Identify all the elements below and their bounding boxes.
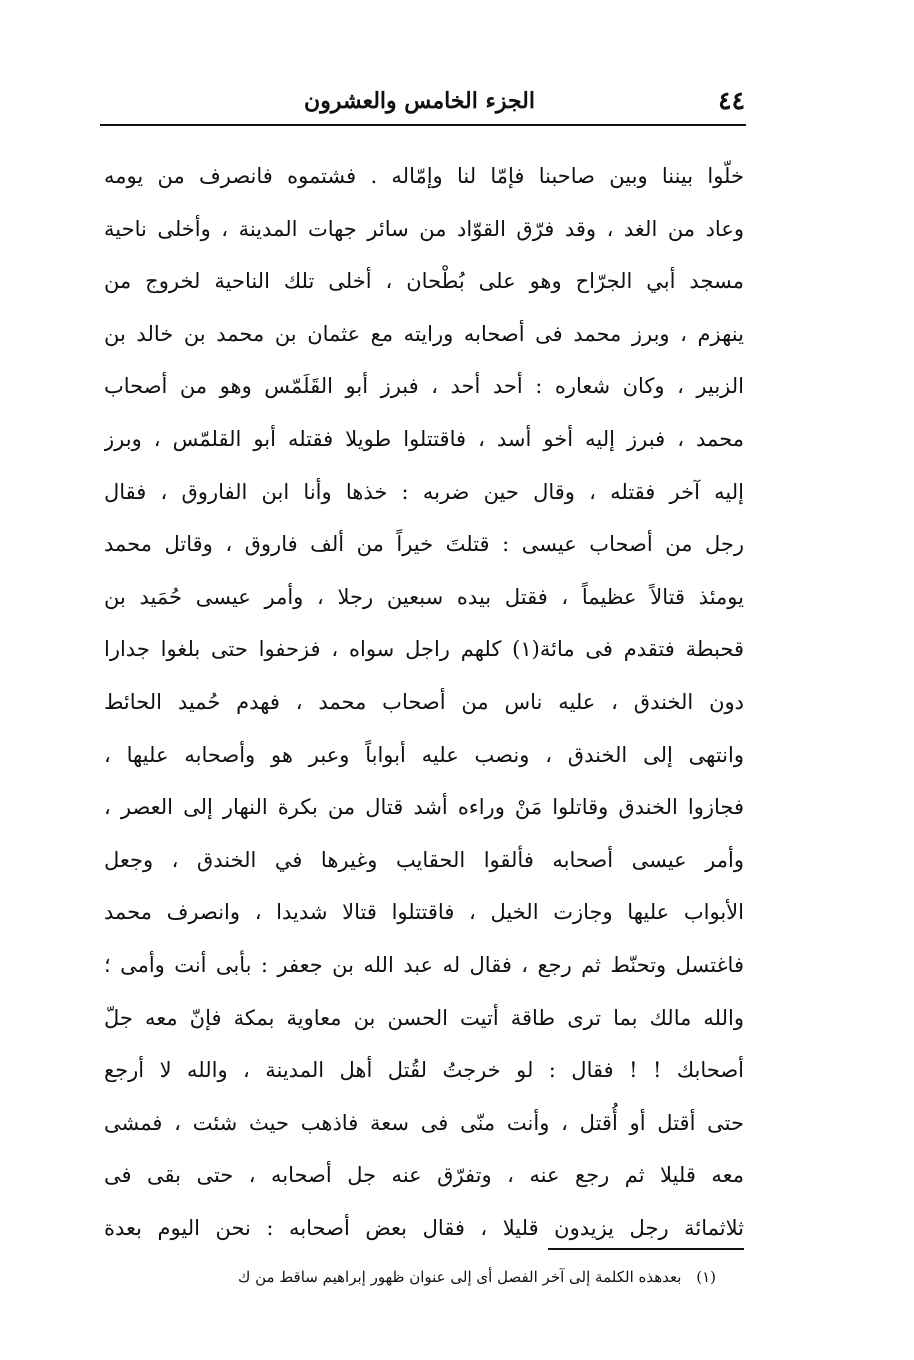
header-rule	[100, 124, 746, 126]
footnote-rule	[548, 1248, 744, 1250]
text-line: وانتهى إلى الخندق ، ونصب عليه أبواباً وعبر هو وأصحابه عليها ،	[104, 742, 744, 767]
text-line: ينهزم ، وبرز محمد فى أصحابه ورايته مع عثمان بن محمد بن خالد بن	[104, 321, 744, 346]
text-line: إليه آخر فقتله ، وقال حين ضربه : خذها وأنا ابن الفاروق ، فقال	[104, 479, 744, 504]
text-line: حتى أقتل أو أُقتل ، وأنت منّى فى سعة فاذهب حيث شئت ، فمشى	[104, 1110, 744, 1135]
text-line: ثلاثمائة رجل يزيدون قليلا ، فقال بعض أصحابه : نحن اليوم بعدة	[104, 1215, 744, 1240]
text-line: الزبير ، وكان شعاره : أحد أحد ، فبرز أبو القَلَمّس وهو من أصحاب	[104, 374, 744, 399]
text-line: والله مالك بما ترى طاقة أتيت الحسن بن معاوية بمكة فإنّ معه جلّ	[104, 1005, 744, 1030]
text-line: دون الخندق ، عليه ناس من أصحاب محمد ، فهدم حُميد الحائط	[104, 689, 744, 714]
text-line: رجل من أصحاب عيسى : قتلتَ خيراً من ألف فاروق ، وقاتل محمد	[104, 532, 744, 557]
text-line: معه قليلا ثم رجع عنه ، وتفرّق عنه جل أصحابه ، حتى بقى فى	[104, 1163, 744, 1188]
text-line: وعاد من الغد ، وقد فرّق القوّاد من سائر جهات المدينة ، وأخلى ناحية	[104, 216, 744, 241]
text-line: وأمر عيسى أصحابه فألقوا الحقايب وغيرها في الخندق ، وجعل	[104, 847, 744, 872]
text-line: مسجد أبي الجرّاح وهو على بُطْحان ، أخلى تلك الناحية لخروج من	[104, 269, 744, 294]
text-line: يومئذ قتالاً عظيماً ، فقتل بيده سبعين رجلا ، وأمر عيسى حُمَيد بن	[104, 584, 744, 609]
page-number: ٤٤	[718, 86, 745, 115]
footnote	[190, 1264, 716, 1290]
text-line: فجازوا الخندق وقاتلوا مَنْ وراءه أشد قتال من بكرة النهار إلى العصر ،	[104, 795, 744, 820]
text-line: أصحابك ! ! فقال : لو خرجتُ لقُتل أهل المدينة ، والله لا أرجع	[104, 1058, 744, 1083]
footnote-marker: (١)	[696, 1268, 716, 1286]
body-text	[104, 150, 744, 1254]
page-header	[100, 80, 745, 124]
running-title: الجزء الخامس والعشرون	[304, 88, 535, 114]
text-line: الأبواب عليها وجازت الخيل ، فاقتتلوا قتالا شديدا ، وانصرف محمد	[104, 900, 744, 925]
text-line: محمد ، فبرز إليه أخو أسد ، فاقتتلوا طويلا فقتله أبو القلمّس ، وبرز	[104, 426, 744, 451]
text-line: خلّوا بيننا وبين صاحبنا فإمّا لنا وإمّاله . فشتموه فانصرف من يومه	[104, 164, 744, 188]
text-line: فاغتسل وتحنّط ثم رجع ، فقال له عبد الله بن جعفر : بأبى أنت وأمى ؛	[104, 952, 744, 977]
text-line: قحبطة فتقدم فى مائة(١) كلهم راجل سواه ، فزحفوا حتى بلغوا جدارا	[104, 637, 744, 662]
footnote-text: بعدهذه الكلمة إلى آخر الفصل أى إلى عنوان ظهور إبراهيم ساقط من ك	[237, 1268, 682, 1286]
